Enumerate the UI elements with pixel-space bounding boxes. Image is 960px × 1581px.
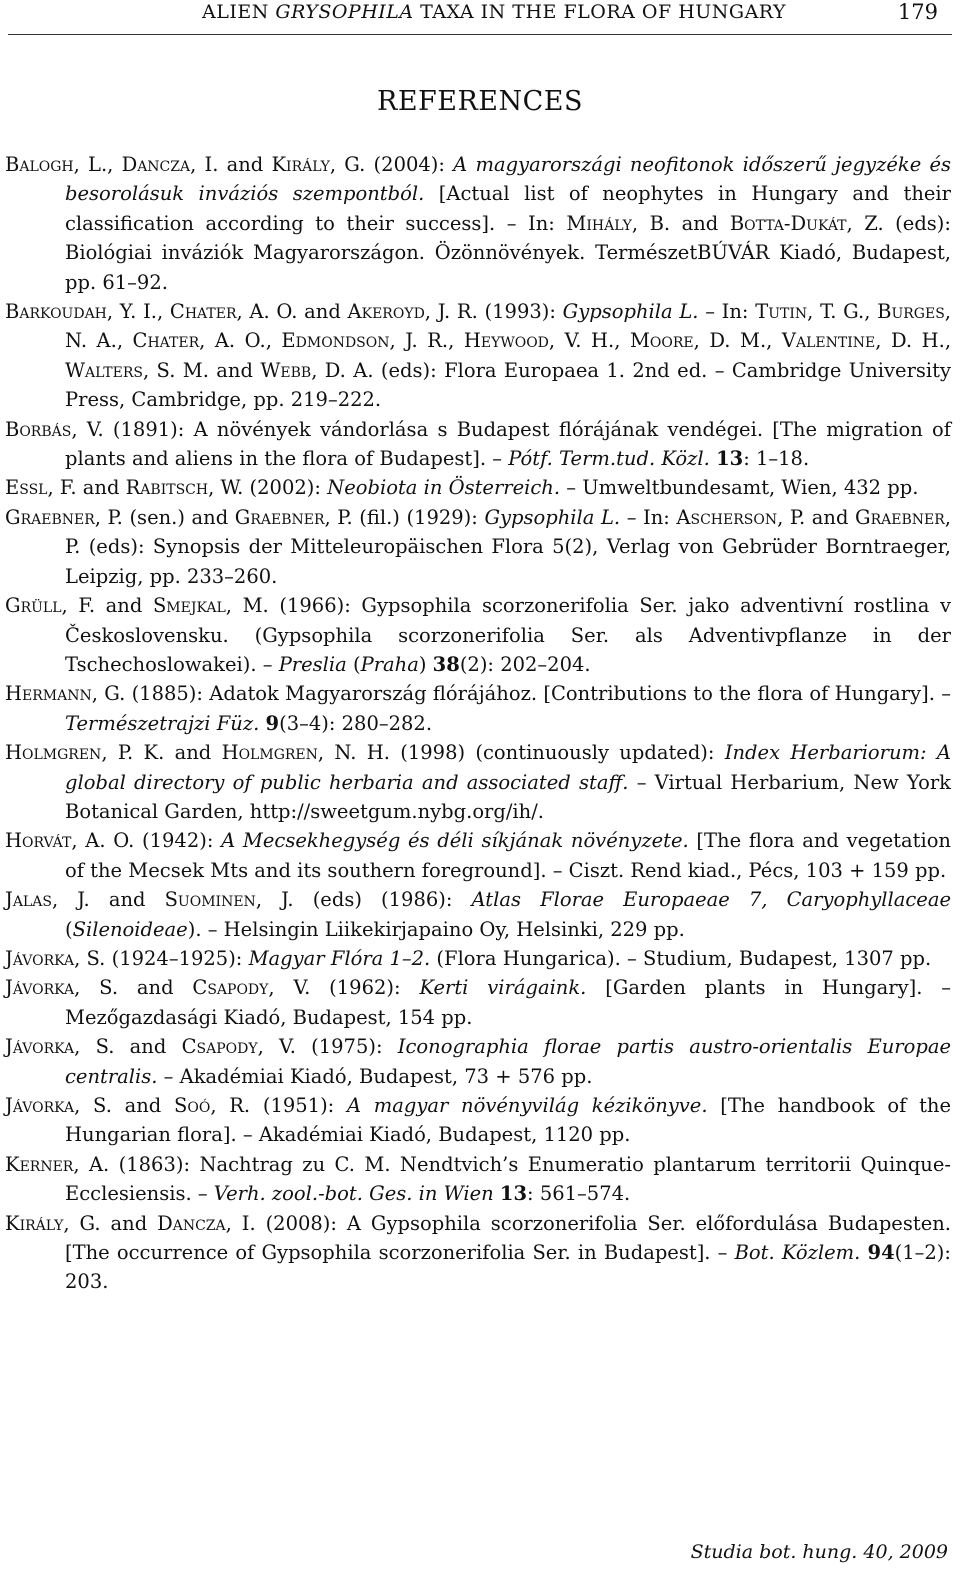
reference-text: , G. and [63, 1211, 158, 1235]
author-name: Jávorka [5, 976, 75, 1000]
reference-entry [5, 1209, 951, 1297]
italic-title: Magyar Flóra 1–2. [248, 946, 431, 970]
reference-text: , V. (1975): [257, 1035, 398, 1059]
reference-text: – Akadémiai Kiadó, Budapest, 73 + 576 pp. [157, 1064, 593, 1088]
reference-entry [5, 473, 951, 502]
author-name: Jávorka [5, 946, 75, 970]
reference-text: , V. (1891): A növények vándorlása s Budapest flórájának vendégei. [The migration of plants and aliens in the flora of Budapest]. – [65, 417, 951, 471]
italic-title: A magyar növényvilág kézikönyve. [346, 1094, 708, 1117]
author-name: Király [271, 153, 330, 176]
author-name: Akeroyd [347, 300, 425, 324]
reference-text: , I. (2008): A Gypsophila scorzonerifolia Ser. előfordulása Budapesten. [The occurrence of Gypsophila scorzonerifolia Ser. in Budapest]. – [65, 1211, 951, 1265]
reference-text: , A. O. (1942): [71, 829, 222, 853]
reference-text: (Flora Hungarica). – Studium, Budapest, 1307 pp. [430, 946, 932, 970]
author-name: Borbás [5, 417, 72, 441]
author-name: Heywood [463, 329, 549, 353]
reference-entry [5, 944, 951, 973]
reference-text: (3–4): 280–282. [279, 711, 433, 735]
reference-entry [5, 885, 951, 944]
reference-text [860, 1241, 867, 1264]
reference-entry [5, 297, 951, 415]
italic-title: Természetrajzi Füz. [65, 711, 260, 735]
volume-number: 94 [867, 1241, 895, 1265]
reference-text: , F. and [47, 476, 126, 500]
reference-entry [5, 415, 951, 474]
reference-entry [5, 738, 951, 826]
reference-text: , P. (fil.) (1929): [324, 505, 485, 529]
reference-text: , S. and [74, 976, 193, 1000]
reference-text: ). – Helsingin Liikekirjapaino Oy, Helsinki, 229 pp. [187, 917, 685, 941]
author-name: Burges [877, 300, 945, 324]
italic-title: Bot. Közlem. [734, 1241, 861, 1265]
reference-text: , S. (1924–1925): [74, 946, 249, 970]
italic-title: Atlas Florae Europaeae 7, Caryophyllaceae [471, 888, 952, 912]
volume-number: 13 [716, 447, 744, 471]
reference-text: , J. R. (1993): [424, 300, 563, 324]
italic-title: Neobiota in Österreich. [327, 476, 561, 500]
italic-title: Pótf. Term.tud. Közl. [508, 447, 710, 471]
reference-entry [5, 679, 951, 738]
reference-text: – In: [698, 300, 756, 324]
page-number: 179 [897, 0, 938, 24]
author-name: Chater [169, 300, 237, 324]
author-name: Tutin [755, 300, 808, 324]
reference-entry [5, 973, 951, 1032]
reference-text: [The flora and vegetation of the Mecsek Mts and its southern foreground]. – Ciszt. Rend kiad., Pécs, 103 + 159 pp. [65, 829, 951, 882]
author-name: Suominen [164, 888, 256, 912]
journal-footer: Studia bot. hung. 40, 2009 [690, 1541, 948, 1563]
reference-text: [Actual list of neophytes in Hungary and their classification according to their success]. – In: [65, 182, 951, 235]
reference-text: , G. (2004): [329, 153, 454, 176]
running-title-pre: ALIEN [202, 1, 276, 23]
reference-text: , J. (eds) (1986): [255, 888, 472, 912]
reference-text: , S. and [74, 1035, 182, 1059]
volume-number: 13 [499, 1182, 528, 1206]
reference-text: , W. (2002): [208, 476, 328, 500]
reference-text: , S. and [74, 1094, 174, 1117]
reference-text: , D. A. (eds): Flora Europaea 1. 2nd ed. – Cambridge University Press, Cambridge, pp. 219–222. [65, 358, 951, 412]
author-name: Essl [5, 476, 48, 500]
reference-text: : 1–18. [743, 447, 810, 471]
italic-title: Gypsophila L. [484, 505, 621, 529]
reference-text: , L., [73, 153, 122, 176]
reference-text: ( [346, 652, 361, 676]
author-name: Jávorka [5, 1035, 75, 1059]
italic-title: A Mecsekhegység és déli síkjának növényzete. [221, 829, 689, 853]
reference-text: , D. H., [875, 329, 952, 353]
author-name: Balogh [5, 153, 74, 176]
reference-entry [5, 826, 951, 885]
author-name: Graebner [234, 505, 325, 529]
reference-text: , D. M., [693, 329, 782, 353]
author-name: Soó [174, 1094, 211, 1117]
author-name: Mihály [566, 211, 632, 235]
italic-title: Gypsophila L. [562, 300, 699, 324]
running-title [202, 0, 786, 24]
author-name: Király [5, 1211, 64, 1235]
reference-text: , P. (eds): Synopsis der Mitteleuropäischen Flora 5(2), Verlag von Gebrüder Borntraeger, Leipzig, pp. 233–260. [65, 505, 951, 588]
reference-text: , Z. (eds): Biológiai inváziók Magyarországon. Özönnövények. TermészetBÚVÁR Kiadó, Budapest, pp. 61–92. [65, 211, 951, 294]
reference-text: , G. (1885): Adatok Magyarország flórájához. [Contributions to the flora of Hungary]. – [91, 682, 951, 706]
author-name: Botta-Dukát [729, 211, 847, 235]
author-name: Edmondson [281, 329, 390, 353]
reference-text: , R. (1951): [210, 1094, 347, 1117]
reference-text: , A. O., [199, 329, 282, 353]
reference-entry [5, 1150, 951, 1209]
reference-text: , A. (1863): Nachtrag zu C. M. Nendtvich’s Enumeratio plantarum territorii Quinque-Ecclesiensis. – [65, 1152, 951, 1206]
reference-text: , F. and [61, 594, 153, 618]
reference-text: , J. and [51, 888, 165, 912]
author-name: Csapody [192, 976, 269, 1000]
reference-text: , V. (1962): [268, 976, 420, 1000]
reference-text: , N. A., [65, 300, 951, 353]
italic-title: Kerti virágaink. [419, 976, 587, 1000]
author-name: Graebner [855, 505, 945, 529]
author-name: Grüll [5, 594, 62, 618]
author-name: Barkoudah [5, 300, 107, 324]
author-name: Holmgren [221, 741, 318, 765]
reference-text: (2): 202–204. [459, 652, 591, 676]
reference-entry [5, 503, 951, 591]
author-name: Kerner [5, 1152, 74, 1176]
reference-text: , P. (sen.) and [94, 505, 235, 529]
running-head [0, 0, 960, 30]
author-name: Dancza [121, 153, 191, 176]
reference-entry [5, 1091, 951, 1150]
reference-text: ) [418, 652, 433, 676]
author-name: Chater [132, 329, 200, 353]
reference-text: – Virtual Herbarium, New York Botanical Garden, http://sweetgum.nybg.org/ih/. [65, 770, 951, 823]
reference-text: , S. M. and [143, 358, 261, 382]
reference-text: , A. O. and [236, 300, 348, 324]
volume-number: 38 [432, 652, 460, 676]
italic-title: Iconographia florae partis austro-orientalis Europae centralis. [65, 1035, 951, 1088]
reference-text: , J. R., [389, 329, 464, 353]
italic-title: A magyarországi neofitonok időszerű jegyzéke és besorolásuk inváziós szempontból. [65, 153, 951, 206]
italic-title: Index Herbariorum: A global directory of public herbaria and associated staff. [65, 741, 952, 794]
reference-text: , T. G., [807, 300, 878, 324]
reference-entry [5, 1032, 951, 1091]
author-name: Csapody [181, 1035, 258, 1059]
reference-text: – Umweltbundesamt, Wien, 432 pp. [560, 476, 919, 500]
author-name: Hermann [5, 682, 92, 706]
reference-text: , M. (1966): Gypsophila scorzonerifolia Ser. jako adventivní rostlina v Československu. (Gypsophila scorzonerifolia Ser. als Adventivpflanze in der Tschechoslowakei). – [65, 594, 951, 676]
author-name: Graebner [5, 505, 95, 529]
section-title: REFERENCES [376, 86, 583, 117]
reference-text: – In: [620, 505, 677, 529]
reference-text: ( [65, 917, 73, 941]
reference-text: , P. K. and [101, 741, 222, 765]
header-rule [8, 34, 952, 35]
author-name: Valentine [781, 329, 876, 353]
reference-entry [5, 150, 951, 297]
reference-entry [5, 591, 951, 679]
reference-text: , N. H. (1998) (continuously updated): [317, 741, 725, 765]
reference-text: [The handbook of the Hungarian flora]. – Akadémiai Kiadó, Budapest, 1120 pp. [65, 1094, 952, 1147]
italic-title: Preslia [278, 652, 347, 676]
italic-title: Silenoideae [72, 917, 188, 941]
reference-text: , P. and [777, 505, 856, 529]
reference-text: [Garden plants in Hungary]. – Mezőgazdasági Kiadó, Budapest, 154 pp. [65, 976, 952, 1029]
author-name: Jávorka [5, 1094, 75, 1117]
reference-text: , V. H., [548, 329, 630, 353]
author-name: Horvát [5, 829, 72, 853]
author-name: Walters [65, 358, 143, 382]
author-name: Smejkal [152, 594, 226, 618]
author-name: Webb [260, 358, 312, 382]
author-name: Rabitsch [125, 476, 209, 500]
reference-text: , Y. I., [106, 300, 170, 324]
reference-text: , B. and [631, 211, 730, 235]
author-name: Dancza [157, 1211, 226, 1235]
running-title-post: TAXA IN THE FLORA OF HUNGARY [413, 1, 787, 23]
italic-title: Verh. zool.-bot. Ges. in Wien [213, 1182, 494, 1206]
reference-text: , I. and [190, 153, 272, 176]
reference-list [5, 150, 951, 1297]
reference-text: : 561–574. [527, 1182, 631, 1206]
author-name: Holmgren [5, 741, 102, 765]
volume-number: 9 [265, 711, 280, 735]
reference-text: (1–2): 203. [65, 1241, 951, 1294]
author-name: Jalas [5, 888, 52, 912]
italic-title: Praha [360, 652, 419, 676]
author-name: Ascherson [676, 505, 778, 529]
running-title-italic: GRYSOPHILA [275, 1, 414, 23]
author-name: Moore [629, 329, 694, 353]
